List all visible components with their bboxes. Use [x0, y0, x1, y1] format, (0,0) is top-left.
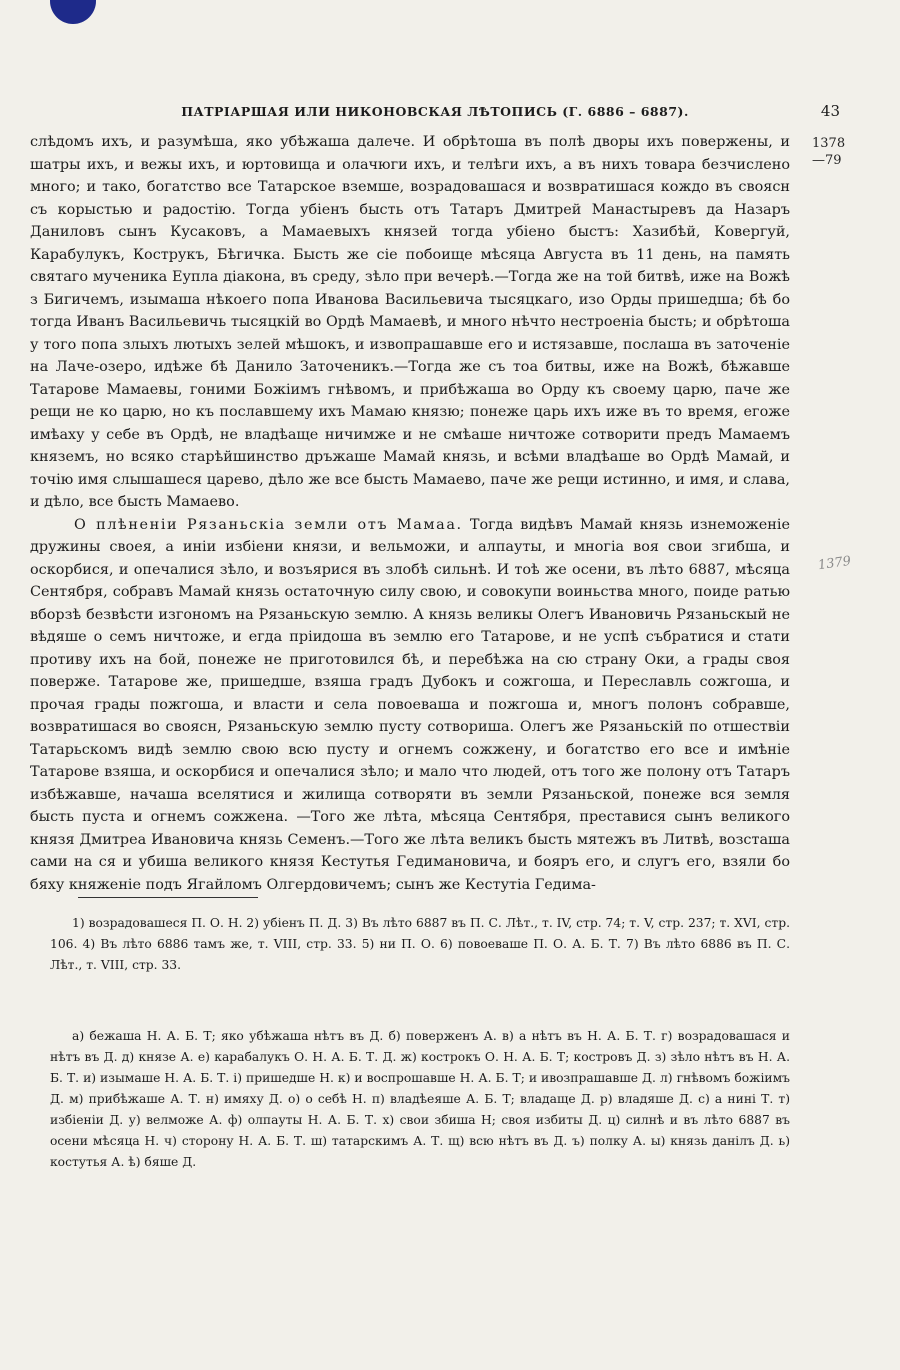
pencil-annotation: 1379 — [817, 553, 852, 574]
section-heading: О плѣненіи Рязаньскіа земли отъ Мамаа. — [74, 516, 463, 533]
running-title: ПАТРІАРШАЯ ИЛИ НИКОНОВСКАЯ ЛѢТОПИСЬ (Г. 6886 – 6887). — [181, 104, 689, 119]
page-number: 43 — [820, 102, 840, 120]
paragraph — [30, 514, 790, 897]
footnote-block: а) бежаша Н. А. Б. Т; яко убѣжаша нѣтъ въ Д. б) поверженъ А. в) а нѣтъ въ Н. А. Б. Т. г) возрадовашася и нѣтъ въ Д. д) князе А. е) карабалукъ О. Н. А. Б. Т. Д. ж) кострокъ О. Н. А. Б. Т; костровъ Д. з) зѣло нѣтъ въ Н. А. Б. Т. и) изымаше Н. А. Б. Т. і) пришедше Н. к) и воспрошавше Н. А. Б. Т; и ивозпрашавше Д. л) гнѣвомъ божіимъ Д. м) прибѣжаше А. Т. н) имяху Д. о) о себѣ Н. п) владѣеяше А. Б. Т; владаще Д. р) владяше Д. с) а нині Т. т) избіеніи Д. у) велможе А. ф) олпауты Н. А. Б. Т. х) свои збиша Н; своя избиты Д. ц) силнѣ и въ лѣто 6887 въ осени мѣсяца Н. ч) сторону Н. А. Б. Т. ш) татарскимъ А. Т. щ) всю нѣтъ въ Д. ъ) полку А. ы) князь данілъ Д. ь) костутья А. ѣ) бяше Д. — [50, 1029, 790, 1169]
footnote-divider — [78, 897, 258, 898]
margin-year-range: —79 — [812, 153, 842, 168]
footnote-block: 1) возрадовашеся П. О. Н. 2) убіенъ П. Д. 3) Въ лѣто 6887 въ П. С. Лѣт., т. IV, стр. 74; т. V, стр. 237; т. XVI, стр. 106. 4) Въ лѣто 6886 тамъ же, т. VIII, стр. 33. 5) ни П. О. 6) повоеваше П. О. А. Б. Т. 7) Въ лѣто 6886 въ П. С. Лѣт., т. VIII, стр. 33. — [50, 916, 790, 972]
paragraph-text: Тогда видѣвъ Мамай князь изнеможеніе дружины своея, а иніи избіени князи, и вельможи, и алпауты, и многіа воя свои згибша, и оскорбися, и опечалися зѣло, и возъярися въ злобѣ сильнѣ. И тоѣ же осени, въ лѣто 6887, мѣсяца Сентября, собравъ Мамай князь остаточную силу свою, и совокупи воиньства много, поиде ратью вборзѣ безвѣсти изгономъ на Рязаньскую землю. А князь великы Олегъ Ивановичь Рязаньскый не вѣдяше о семъ ничтоже, и егда пріидоша въ землю его Татарове, и не успѣ събратися и стати противу ихъ на бой, понеже не приготовился бѣ, и перебѣжа на сю страну Оки, а грады своя поверже. Татарове же, пришедше, взяша градъ Дубокъ и сожгоша, и Переславль сожгоша, и прочая грады пожгоша, и власти и села повоеваша и пожгоша и, многъ полонъ собравше, возвратишася во своясн, Рязаньскую землю пусту сотвориша. Олегъ же Рязаньскій по отшествіи Татарьскомъ видѣ землю свою всю пусту и огнемъ сожжену, и богатство его все и имѣніе Татарове взяша, и оскорбися и опечалися зѣло; и мало что людей, отъ того же полону отъ Татаръ избѣжавше, начаша вселятися и жилища сотворяти въ земли Рязаньской, понеже вся земля бысть пуста и огнемъ сожжена. —Того же лѣта, мѣсяца Сентября, преставися сынъ великого князя Дмитреа Ивановича князь Семенъ.—Того же лѣта великъ бысть мятежъ въ Литвѣ, возсташа сами на ся и убиша великого князя Кестутья Гедимановича, и бояръ его, и слугъ его, взяли бо бяху княженіе подъ Ягайломъ Олгердовичемъ; сынъ же Кестутіа Гедима- — [30, 516, 790, 893]
footnotes-numeric — [50, 913, 790, 976]
library-stamp — [50, 0, 96, 24]
footnotes-lettered — [50, 1026, 790, 1173]
paragraph-text: слѣдомъ ихъ, и разумѣша, яко убѣжаша далече. И обрѣтоша въ полѣ дворы ихъ повержены, и шатры ихъ, и вежы ихъ, и юртовища и олачюги ихъ, и телѣги ихъ, а въ нихъ товара безчислено много; и тако, богатство все Татарское вземше, возрадовашася и возвратишася кождо въ своясн съ корыстью и радостію. Тогда убіенъ бысть отъ Татаръ Дмитрей Манастыревъ да Назаръ Даниловъ сынъ Кусаковъ, а Мамаевыхъ князей тогда убіено быстъ: Хазибѣй, Ковергуй, Карабулукъ, Кострукъ, Бѣгичка. Бысть же сіе побоище мѣсяца Августа въ 11 день, на память святаго мученика Еупла діакона, въ среду, зѣло при вечерѣ.—Тогда же на той битвѣ, иже на Вожѣ з Бигичемъ, изымаша нѣкоего попа Иванова Васильевича тысяцкаго, изо Орды пришедша; бѣ бо тогда Иванъ Васильевичь тысяцкій во Ордѣ Мамаевѣ, и много нѣчто нестроеніа бысть; и обрѣтоша у того попа злыхъ лютыхъ зелей мѣшокъ, и извопрашавше его и истязавше, послаша въ заточеніе на Лаче-озеро, идѣже бѣ Данило Заточеникъ.—Тогда же съ тоа битвы, иже на Вожѣ, бѣжавше Татарове Мамаевы, гоними Божіимъ гнѣвомъ, и прибѣжаша во Орду къ своему царю, паче же рещи не ко царю, но къ пославшему ихъ Мамаю князю; понеже царь ихъ иже въ то время, егоже имѣаху у себе въ Ордѣ, не владѣаще ничимже и не смѣаше ничтоже сотворити предъ Мамаемъ княземъ, но всяко старѣйшинство дръжаше Мамай князь, и всѣми владѣаше во Ордѣ Мамай, и точію имя слышашеся царево, дѣло же все бысть Мамаево, паче же рещи истинно, и имя, и слава, и дѣло, все бысть Мамаево. — [30, 134, 790, 510]
paragraph — [30, 131, 790, 514]
margin-year: 1378 — [812, 136, 846, 151]
main-text — [30, 131, 790, 896]
page-header — [30, 104, 840, 122]
